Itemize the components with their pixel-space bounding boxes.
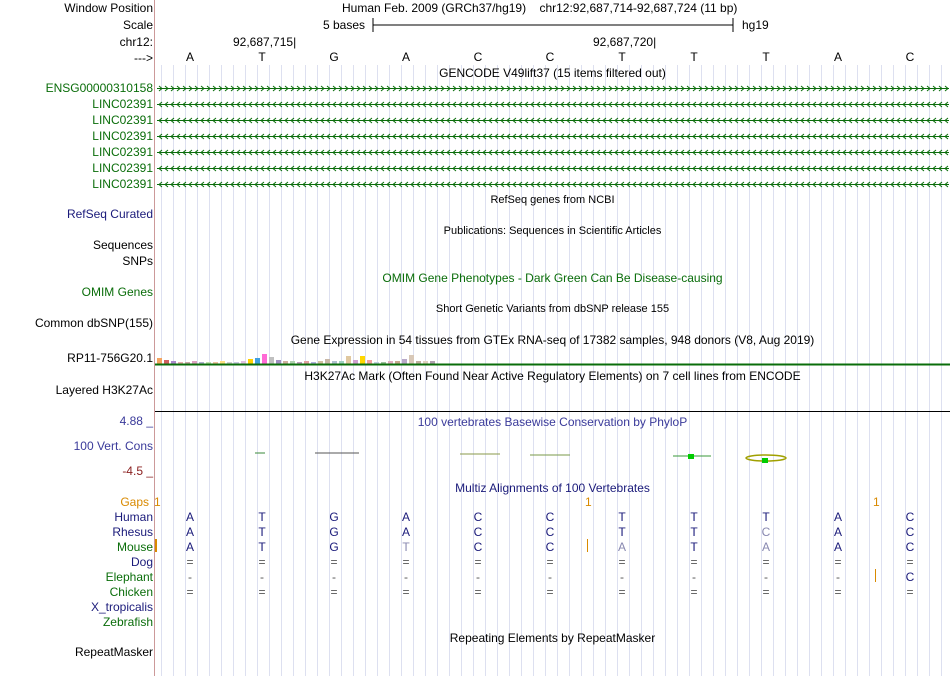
- align-mouse-base-1: T: [258, 540, 266, 554]
- phylop-title[interactable]: 100 vertebrates Basewise Conservation by PhyloP: [417, 415, 688, 429]
- align-rhesus-base-2: G: [329, 525, 339, 539]
- align-chicken-base-4: =: [474, 585, 482, 599]
- gtex-bar-16: [269, 357, 274, 364]
- scale-db: hg19: [742, 18, 769, 32]
- align-chicken-base-7: =: [690, 585, 698, 599]
- align-elephant-base-1: -: [260, 570, 264, 584]
- snps-label[interactable]: SNPs: [122, 254, 153, 268]
- gene-label-0[interactable]: ENSG00000310158: [45, 81, 153, 95]
- species-label-x_tropicalis[interactable]: X_tropicalis: [90, 600, 153, 614]
- align-rhesus-base-9: A: [833, 525, 842, 539]
- omim-label[interactable]: OMIM Genes: [81, 285, 153, 299]
- align-chicken-base-8: =: [762, 585, 770, 599]
- gap-mark-left: 1: [154, 495, 161, 509]
- gene-label-2[interactable]: LINC02391: [92, 113, 153, 127]
- gene-line-4[interactable]: [157, 146, 949, 158]
- base-3: A: [401, 50, 410, 64]
- phylop-min: -4.5 _: [122, 464, 153, 478]
- species-label-dog[interactable]: Dog: [130, 555, 153, 569]
- align-rhesus-base-6: T: [618, 525, 626, 539]
- window-position-label: Window Position: [64, 1, 153, 15]
- gaps-label: [120, 495, 153, 509]
- elephant-insert-mark: [875, 569, 876, 582]
- align-chicken-base-3: =: [402, 585, 410, 599]
- gap-mark-1: 1: [585, 495, 592, 509]
- gaps-label-text: Gaps: [120, 495, 149, 509]
- align-mouse-base-6: A: [617, 540, 626, 554]
- gene-label-5[interactable]: LINC02391: [92, 161, 153, 175]
- align-dog-base-3: =: [402, 555, 410, 569]
- gtex-bar-0: [157, 358, 162, 364]
- align-elephant-base-4: -: [476, 570, 480, 584]
- base-9: A: [833, 50, 842, 64]
- gap-mark-2: 1: [873, 495, 880, 509]
- gtex-bar-14: [255, 358, 260, 364]
- align-chicken-base-0: =: [186, 585, 194, 599]
- align-rhesus-base-8: C: [761, 525, 771, 539]
- strand-label: --->: [134, 51, 153, 65]
- mouse-insert-mark-left: [155, 539, 157, 552]
- scale-bar-text: 5 bases: [323, 18, 366, 32]
- align-chicken-base-6: =: [618, 585, 626, 599]
- gtex-bar-24: [325, 359, 330, 364]
- base-1: T: [258, 50, 266, 64]
- coord-tick-2: 92,687,720|: [593, 35, 657, 49]
- align-mouse-base-4: C: [473, 540, 483, 554]
- gene-label-1[interactable]: LINC02391: [92, 97, 153, 111]
- align-dog-base-8: =: [762, 555, 770, 569]
- align-human-base-1: T: [258, 510, 266, 524]
- dbsnp-label[interactable]: Common dbSNP(155): [34, 316, 153, 330]
- align-human-base-7: T: [690, 510, 698, 524]
- dbsnp-title[interactable]: Short Genetic Variants from dbSNP release 155: [435, 303, 670, 315]
- gtex-bar-30: [367, 360, 372, 364]
- base-7: T: [690, 50, 698, 64]
- h3k27-label[interactable]: Layered H3K27Ac: [55, 383, 153, 397]
- position-header: [342, 1, 737, 15]
- align-mouse-base-3: T: [402, 540, 410, 554]
- align-elephant-base-2: -: [332, 570, 336, 584]
- repeat-label[interactable]: RepeatMasker: [74, 645, 153, 659]
- align-mouse-base-5: C: [545, 540, 555, 554]
- gene-line-5[interactable]: [157, 162, 949, 174]
- gene-label-4[interactable]: LINC02391: [92, 145, 153, 159]
- align-dog-base-6: =: [618, 555, 626, 569]
- gene-line-1[interactable]: [157, 98, 949, 110]
- gtex-bar-28: [353, 360, 358, 364]
- gene-line-2[interactable]: [157, 114, 949, 126]
- gtex-bar-27: [346, 356, 351, 364]
- species-label-zebrafish[interactable]: Zebrafish: [102, 615, 153, 629]
- species-label-mouse[interactable]: Mouse: [116, 540, 153, 554]
- base-2: G: [329, 50, 339, 64]
- align-dog-base-5: =: [546, 555, 554, 569]
- gtex-bar-15: [262, 354, 267, 364]
- repeat-title[interactable]: Repeating Elements by RepeatMasker: [449, 631, 656, 645]
- gencode-title[interactable]: GENCODE V49lift37 (15 items filtered out): [439, 66, 666, 80]
- h3k27-title[interactable]: H3K27Ac Mark (Often Found Near Active Regulatory Elements) on 7 cell lines from ENCODE: [304, 369, 801, 383]
- base-6: T: [618, 50, 626, 64]
- species-label-elephant[interactable]: Elephant: [105, 570, 153, 584]
- gtex-bar-29: [360, 356, 365, 364]
- align-rhesus-base-10: C: [905, 525, 915, 539]
- assembly-name: Human Feb. 2009 (GRCh37/hg19): [342, 1, 527, 15]
- align-elephant-base-8: -: [764, 570, 768, 584]
- scale-label: Scale: [122, 18, 153, 32]
- gtex-title[interactable]: Gene Expression in 54 tissues from GTEx RNA-seq of 17382 samples, 948 donors (V8, Aug 2019): [290, 333, 815, 347]
- align-human-base-3: A: [401, 510, 410, 524]
- align-chicken-base-1: =: [258, 585, 266, 599]
- phylop-label[interactable]: 100 Vert. Cons: [73, 439, 153, 453]
- phylop-plot: [155, 444, 950, 468]
- align-chicken-base-10: =: [906, 585, 914, 599]
- align-elephant-base-7: -: [692, 570, 696, 584]
- mouse-insert-mark: [587, 539, 588, 552]
- gtex-bar-1: [164, 360, 169, 364]
- align-mouse-base-7: T: [690, 540, 698, 554]
- base-4: C: [473, 50, 483, 64]
- align-elephant-base-6: -: [620, 570, 624, 584]
- base-8: T: [762, 50, 770, 64]
- align-human-base-2: G: [329, 510, 339, 524]
- align-rhesus-base-7: T: [690, 525, 698, 539]
- species-label-human[interactable]: Human: [114, 510, 153, 524]
- align-human-base-6: T: [618, 510, 626, 524]
- gtex-bar-13: [248, 359, 253, 364]
- gtex-label[interactable]: RP11-756G20.1: [67, 351, 153, 365]
- omim-title[interactable]: OMIM Gene Phenotypes - Dark Green Can Be Disease-causing: [382, 271, 723, 285]
- refseq-label[interactable]: RefSeq Curated: [66, 207, 153, 221]
- gene-label-6[interactable]: LINC02391: [92, 177, 153, 191]
- align-dog-base-9: =: [834, 555, 842, 569]
- align-elephant-base-5: -: [548, 570, 552, 584]
- gene-line-0[interactable]: [157, 82, 949, 94]
- base-5: C: [545, 50, 555, 64]
- gene-line-6[interactable]: [157, 178, 949, 190]
- align-rhesus-base-1: T: [258, 525, 266, 539]
- align-elephant-base-0: -: [188, 570, 192, 584]
- gtex-bar-36: [409, 355, 414, 364]
- align-chicken-base-5: =: [546, 585, 554, 599]
- gtex-bar-17: [276, 360, 281, 364]
- align-dog-base-4: =: [474, 555, 482, 569]
- species-label-chicken[interactable]: Chicken: [109, 585, 153, 599]
- align-elephant-base-10: C: [905, 570, 915, 584]
- align-human-base-8: T: [762, 510, 770, 524]
- align-human-base-4: C: [473, 510, 483, 524]
- base-10: C: [905, 50, 915, 64]
- phylop-max: 4.88 _: [119, 414, 153, 428]
- refseq-title[interactable]: RefSeq genes from NCBI: [490, 194, 615, 206]
- align-mouse-base-9: A: [833, 540, 842, 554]
- multiz-title[interactable]: Multiz Alignments of 100 Vertebrates: [455, 481, 650, 495]
- coord-tick-1: 92,687,715|: [233, 35, 297, 49]
- scale-bar: [370, 16, 736, 34]
- align-dog-base-10: =: [906, 555, 914, 569]
- base-0: A: [185, 50, 194, 64]
- coord-2: 92,687,720: [593, 35, 654, 49]
- align-mouse-base-2: G: [329, 540, 339, 554]
- chrom-label: chr12:: [119, 35, 153, 49]
- align-dog-base-0: =: [186, 555, 194, 569]
- align-rhesus-base-4: C: [473, 525, 483, 539]
- h3k27-baseline: [155, 411, 950, 412]
- position-range[interactable]: chr12:92,687,714-92,687,724 (11 bp): [539, 1, 738, 15]
- align-rhesus-base-3: A: [401, 525, 410, 539]
- gene-line-3[interactable]: [157, 130, 949, 142]
- align-human-base-10: C: [905, 510, 915, 524]
- coord-1: 92,687,715: [233, 35, 294, 49]
- align-elephant-base-3: -: [404, 570, 408, 584]
- align-chicken-base-2: =: [330, 585, 338, 599]
- align-mouse-base-10: C: [905, 540, 915, 554]
- align-rhesus-base-0: A: [185, 525, 194, 539]
- align-dog-base-7: =: [690, 555, 698, 569]
- sequences-label[interactable]: Sequences: [92, 238, 153, 252]
- align-dog-base-2: =: [330, 555, 338, 569]
- gene-label-3[interactable]: LINC02391: [92, 129, 153, 143]
- align-human-base-0: A: [185, 510, 194, 524]
- align-mouse-base-0: A: [185, 540, 194, 554]
- align-elephant-base-9: -: [836, 570, 840, 584]
- species-label-rhesus[interactable]: Rhesus: [112, 525, 153, 539]
- align-rhesus-base-5: C: [545, 525, 555, 539]
- align-mouse-base-8: A: [761, 540, 770, 554]
- gtex-bars[interactable]: [155, 348, 950, 368]
- publications-title[interactable]: Publications: Sequences in Scientific Articles: [443, 225, 662, 237]
- align-human-base-9: A: [833, 510, 842, 524]
- align-dog-base-1: =: [258, 555, 266, 569]
- align-human-base-5: C: [545, 510, 555, 524]
- gtex-bar-35: [402, 359, 407, 364]
- align-chicken-base-9: =: [834, 585, 842, 599]
